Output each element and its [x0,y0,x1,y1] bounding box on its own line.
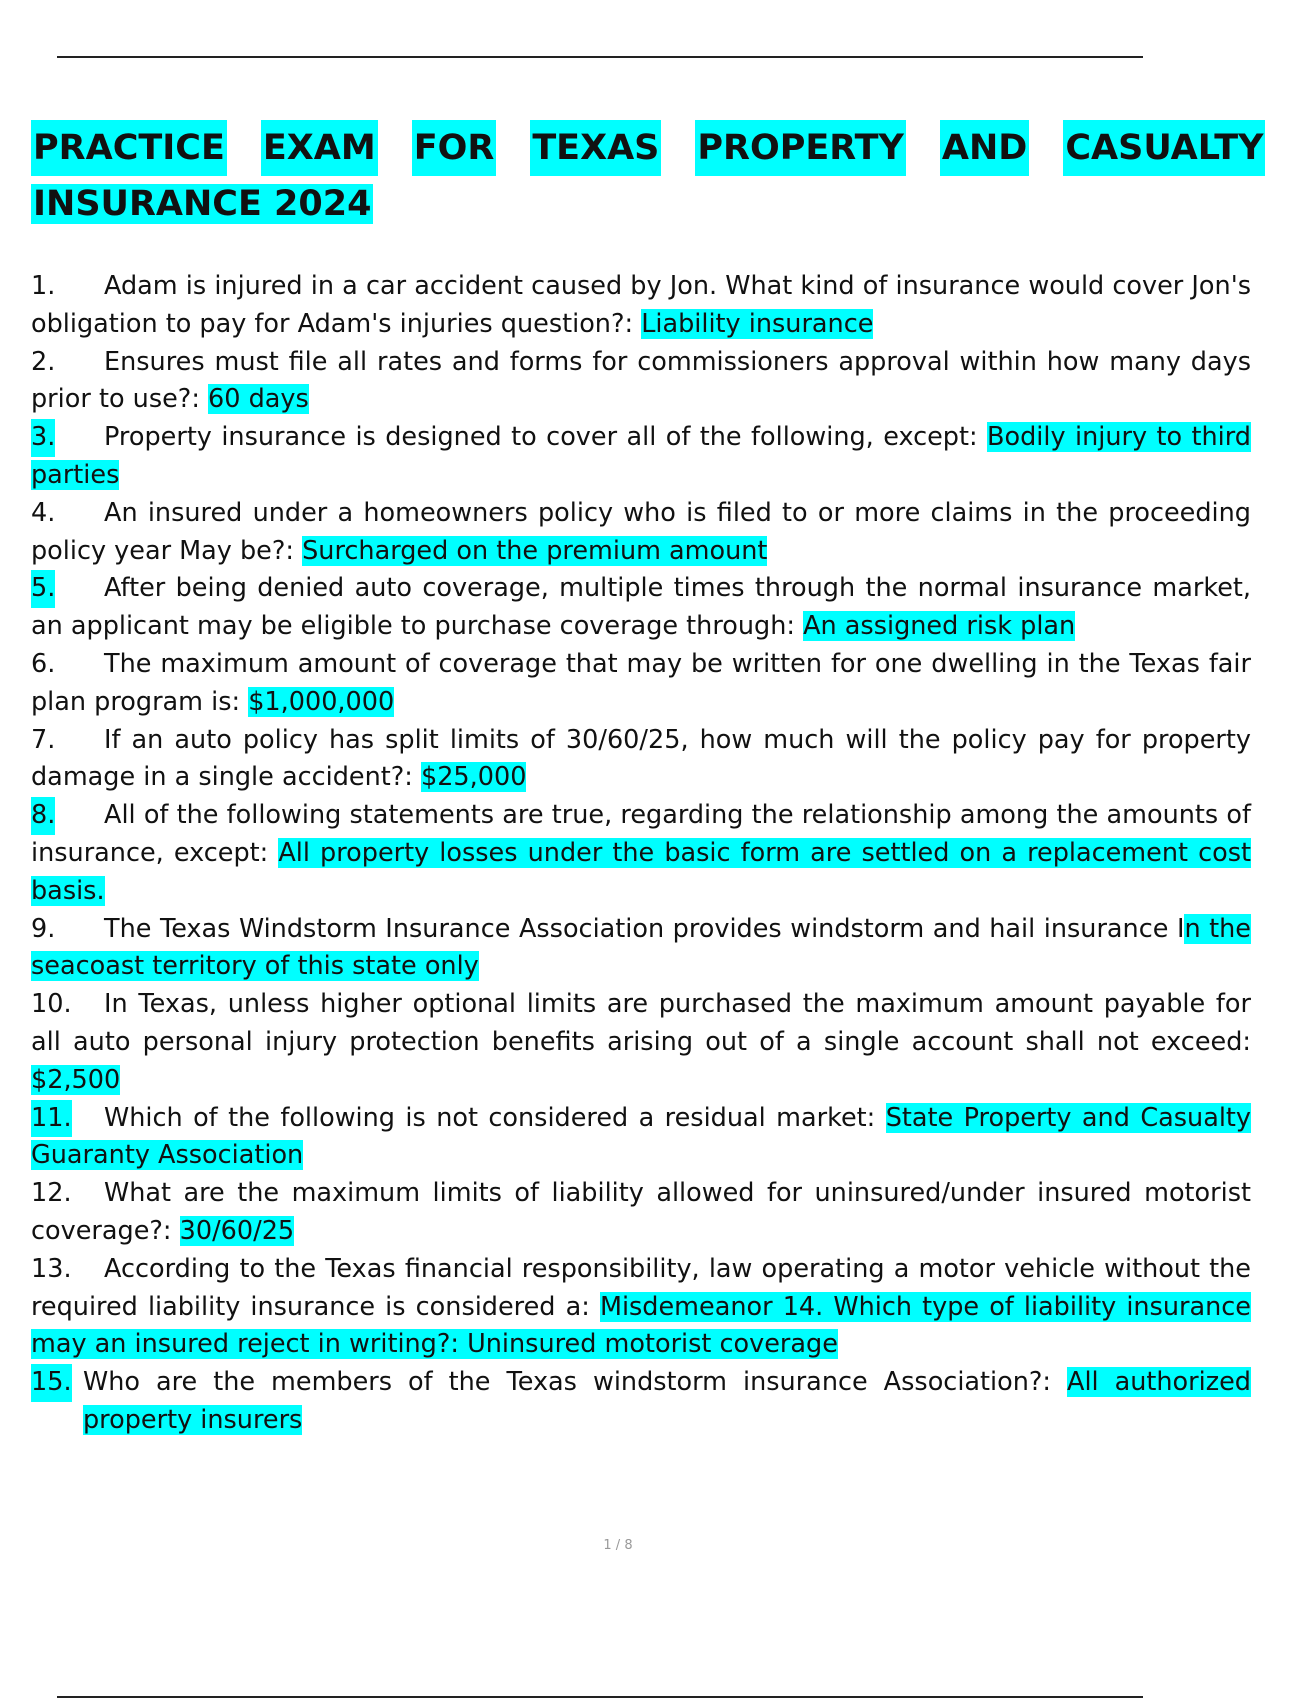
document-title [31,120,1271,232]
question-number: 6. [31,648,56,679]
question-item [31,911,1251,987]
title-word: FOR [412,120,497,176]
title-word: EXAM [261,120,378,176]
question-text: Property insurance is designed to cover all of the following, except: [104,422,978,453]
question-text: The Texas Windstorm Insurance Association provides windstorm and hail insurance I [104,913,1185,944]
answer-highlight: $2,500 [31,1064,121,1095]
question-item [31,646,1251,722]
question-item [31,1251,1251,1364]
question-text: An insured under a homeowners policy who is filed to or more claims in the proceeding policy year May be?: [31,497,1251,566]
question-text: After being denied auto coverage, multiple times through the normal insurance market, an applicant may be eligible to purchase coverage through: [31,573,1251,642]
question-item [31,797,1251,910]
question-item [31,1100,1251,1176]
page-indicator: 1 / 8 [603,1538,633,1553]
title-word: PROPERTY [695,120,906,176]
answer-highlight: Bodily injury to third parties [31,422,1251,490]
question-item [31,344,1251,420]
question-text: Ensures must file all rates and forms for commissioners approval within how many days prior to use?: [31,346,1251,415]
answer-highlight: Misdemeanor 14. Which type of liability insurance may an insured reject in writing?: Uninsured motorist coverage [31,1291,1251,1360]
question-text: All of the following statements are true, regarding the relationship among the amounts of insurance, except: [31,800,1251,868]
answer-highlight: 30/60/25 [179,1215,295,1246]
title-word: PRACTICE [31,120,227,176]
question-number: 4. [31,497,56,528]
answer-highlight: Liability insurance [641,308,874,339]
question-item [31,419,1251,495]
question-item [31,1364,1251,1440]
question-text: Adam is injured in a car accident caused by Jon. What kind of insurance would cover Jon's obligation to pay for Adam's injuries question?: [31,271,1251,339]
question-number: 9. [31,913,56,944]
answer-highlight: Surcharged on the premium amount [302,535,768,566]
title-line-1 [31,120,1271,176]
question-text: Which of the following is not considered a residual market: [104,1102,876,1133]
title-word: CASUALTY [1063,120,1265,176]
question-text: The maximum amount of coverage that may be written for one dwelling in the Texas fair plan program is: [31,648,1251,717]
question-number: 10. [31,989,72,1020]
answer-highlight: State Property and Casualty Guaranty Association [31,1102,1252,1171]
title-word: INSURANCE 2024 [33,184,372,224]
answer-highlight: An assigned risk plan [803,611,1076,642]
question-item [31,986,1251,1099]
title-line-2 [31,176,1271,232]
question-number: 2. [31,346,56,377]
question-item [31,570,1251,646]
title-word: TEXAS [530,120,661,176]
question-item [31,495,1251,571]
answer-highlight: 60 days [208,384,309,415]
question-number: 15. [31,1364,72,1402]
question-text: According to the Texas financial responsibility, law operating a motor vehicle without the required liability insurance is considered a: [31,1253,1251,1322]
question-text: Who are the members of the Texas windstorm insurance Association?: [83,1367,1051,1398]
bottom-rule [57,1696,1143,1698]
question-number: 7. [31,724,56,755]
question-number: 12. [31,1178,72,1209]
question-item [31,722,1251,798]
question-list [31,268,1251,1440]
question-number: 5. [31,570,55,608]
question-number: 8. [31,797,55,835]
question-item [31,268,1251,344]
answer-highlight: All property losses under the basic form are settled on a replacement cost basis. [31,837,1251,906]
answer-highlight: n the seacoast territory of this state only [31,913,1251,982]
answer-highlight: All authorized property insurers [83,1367,1251,1435]
question-text: In Texas, unless higher optional limits are purchased the maximum amount payable for all auto personal injury protection benefits arising out of a single account shall not exceed: [31,989,1251,1057]
question-number: 1. [31,271,56,301]
question-text: If an auto policy has split limits of 30/60/25, how much will the policy pay for property damage in a single accident?: [31,724,1251,793]
answer-highlight: $1,000,000 [248,686,395,717]
question-number: 13. [31,1253,72,1284]
title-word: AND [940,120,1029,176]
question-number: 11. [31,1100,72,1138]
question-number: 3. [31,419,55,457]
question-item [31,1175,1251,1251]
question-text: What are the maximum limits of liability allowed for uninsured/under insured motorist coverage?: [31,1178,1251,1246]
top-rule [57,56,1143,58]
answer-highlight: $25,000 [420,762,527,793]
